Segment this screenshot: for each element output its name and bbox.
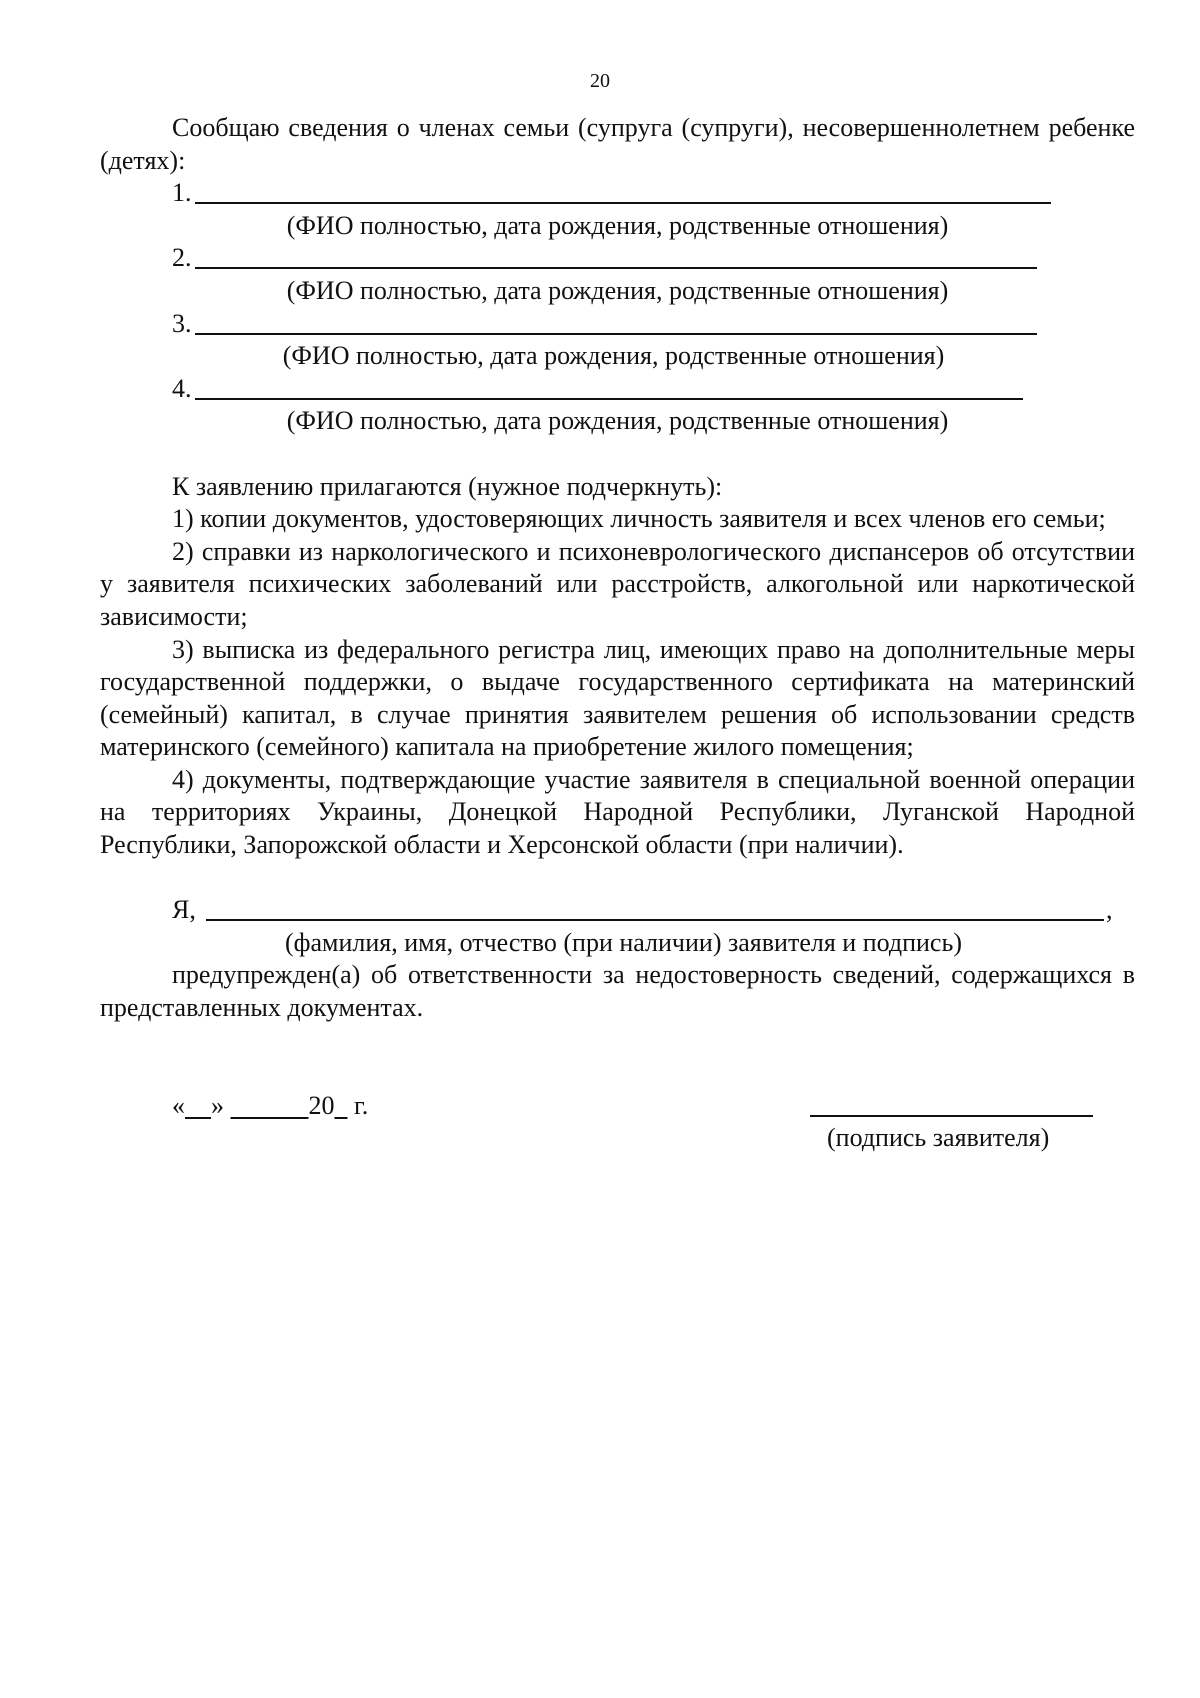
date-signature-row	[100, 1090, 1135, 1123]
family-line-4[interactable]	[100, 373, 1135, 406]
date-open-quote: «	[172, 1090, 185, 1120]
family-line-caption: (ФИО полностью, дата рождения, родственные отношения)	[286, 406, 949, 436]
date-field[interactable]	[172, 1090, 368, 1123]
signature-caption-row	[100, 1122, 1135, 1155]
date-close-quote: »	[211, 1090, 224, 1120]
spacer	[100, 862, 1135, 895]
family-line-number: 2.	[172, 243, 192, 273]
month-blank[interactable]	[231, 1091, 309, 1120]
family-line-number: 1.	[172, 178, 192, 208]
form-body	[100, 112, 1135, 1155]
day-blank[interactable]	[185, 1091, 211, 1120]
attachment-item-4: 4) документы, подтверждающие участие заявителя в специальной военной операции на территориях Украины, Донецкой Народной Республики, Луганской Народной Республики, Запорожской области и Херсонской области (при наличии).	[100, 764, 1135, 860]
attachment-item-3: 3) выписка из федерального регистра лиц, имеющих право на дополнительные меры государственной поддержки, о выдаче государственного сертификата на материнский (семейный) капитал, в случае принятия заявителем решения об использовании средств материнского (семейного) капитала на приобретение жилого помещения;	[100, 634, 1135, 762]
family-line-caption: (ФИО полностью, дата рождения, родственные отношения)	[286, 210, 949, 240]
spacer	[100, 1025, 1135, 1058]
family-line-caption: (ФИО полностью, дата рождения, родственные отношения)	[282, 341, 945, 371]
spacer	[100, 1057, 1135, 1090]
declaration-text: предупрежден(а) об ответственности за недостоверность сведений, содержащихся в представленных документах.	[100, 960, 1135, 1023]
signature-caption: (подпись заявителя)	[827, 1123, 1050, 1153]
family-line-blank[interactable]	[195, 398, 1023, 400]
declaration-name-row[interactable]	[100, 894, 1135, 927]
page-number: 20	[590, 70, 610, 92]
attachments-heading: К заявлению прилагаются (нужное подчеркнуть):	[172, 471, 723, 501]
family-line-3[interactable]	[100, 308, 1135, 341]
family-line-caption: (ФИО полностью, дата рождения, родственные отношения)	[286, 275, 949, 305]
attachment-item-2: 2) справки из наркологического и психоневрологического диспансеров об отсутствии у заявителя психических заболеваний или расстройств, алкогольной или наркотической зависимости;	[100, 536, 1135, 631]
family-line-blank[interactable]	[195, 333, 1037, 335]
intro-paragraph: Сообщаю сведения о членах семьи (супруга (супруги), несовершеннолетнем ребенке (детях):	[100, 113, 1135, 175]
applicant-name-blank[interactable]	[206, 919, 1104, 921]
family-line-number: 4.	[172, 373, 192, 403]
year-blank[interactable]	[335, 1091, 348, 1120]
family-line-1[interactable]	[100, 177, 1135, 210]
family-line-blank[interactable]	[195, 202, 1051, 204]
attachment-item-1: 1) копии документов, удостоверяющих личность заявителя и всех членов его семьи;	[172, 504, 1106, 534]
spacer	[100, 438, 1135, 471]
signature-blank[interactable]	[810, 1115, 1093, 1117]
family-line-2[interactable]	[100, 242, 1135, 275]
family-line-number: 3.	[172, 308, 192, 338]
applicant-name-caption: (фамилия, имя, отчество (при наличии) заявителя и подпись)	[285, 927, 962, 957]
year-suffix: г.	[354, 1090, 369, 1120]
declaration-prefix: Я,	[172, 895, 196, 925]
year-prefix: 20	[308, 1090, 335, 1120]
family-line-blank[interactable]	[195, 267, 1037, 269]
declaration-suffix: ,	[1106, 895, 1113, 925]
